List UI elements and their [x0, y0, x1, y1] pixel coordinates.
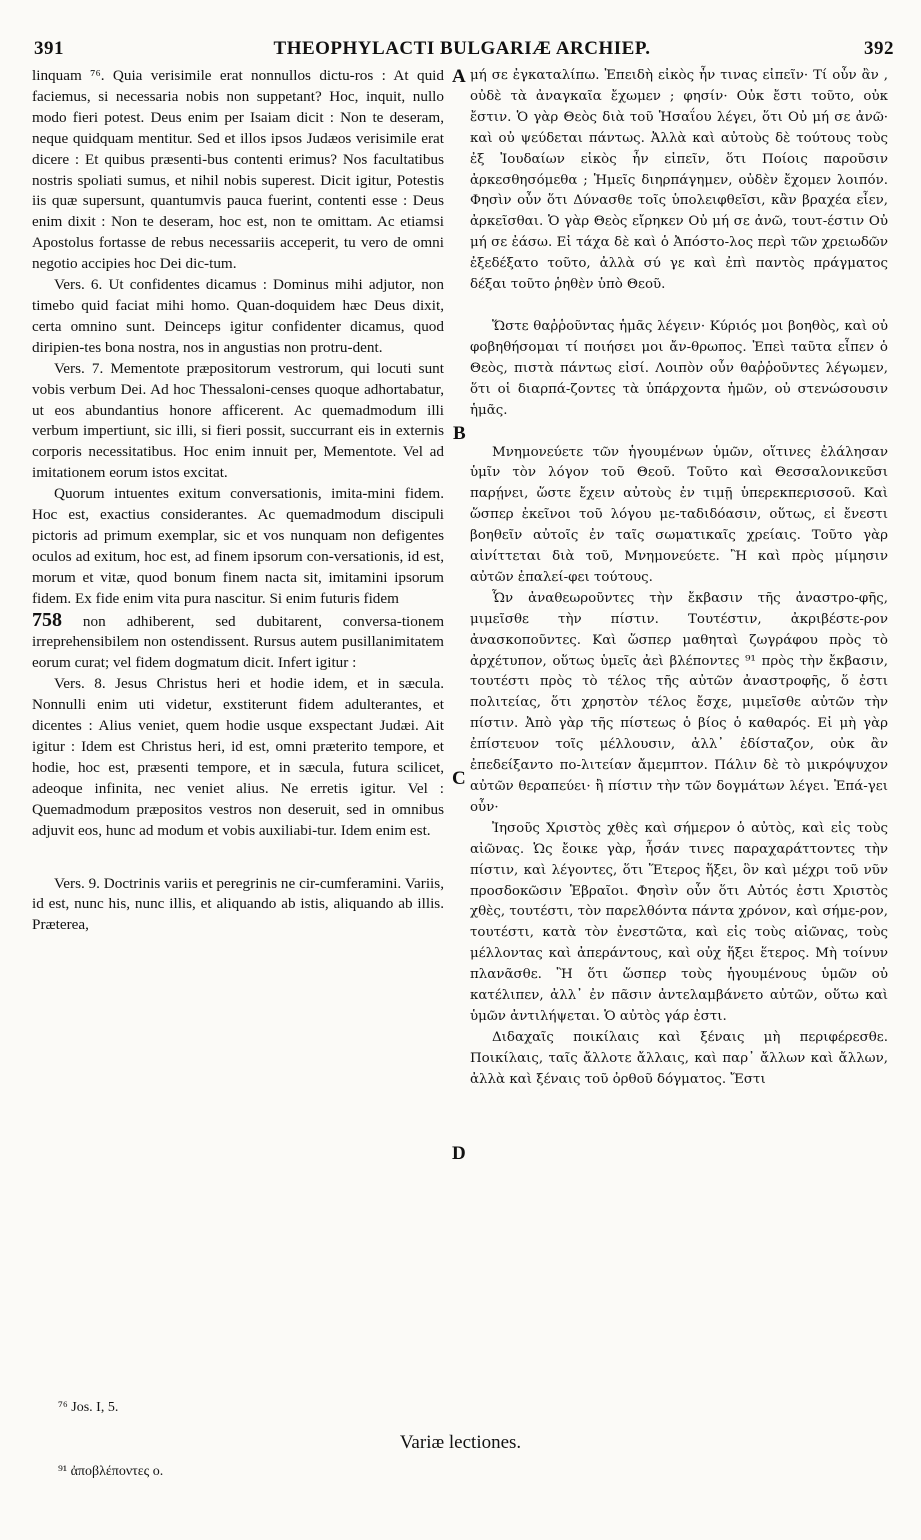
latin-paragraph: Vers. 6. Ut confidentes dicamus : Dominus mihi adjutor, non timebo quid faciat mihi homo. Quan-doquidem hæc Deus dixit, certa omnino sunt. Deinceps igitur confidenter dicamus, quod diripien-tes bona nostra, nos in angustias non protru-dent.	[32, 276, 444, 356]
latin-paragraph-cont: non adhiberent, sed dubitarent, conversa-tionem irreprehensibilem non ostendissent. Rursus autem pusillanimitatem eorum curat; vel fidem dogmatum dicit. Infert igitur :	[32, 612, 445, 672]
greek-paragraph: Διδαχαῖς ποικίλαις καὶ ξέναις μὴ περιφέρεσθε. Ποικίλαις, ταῖς ἄλλοτε ἄλλαις, καὶ παρ᾽ ἄλλων καὶ ἄλλων, ἀλλὰ καὶ ξέναις τοῦ ὀρθοῦ δόγματος. Ἔστι	[470, 1029, 888, 1087]
footnote-latin: ⁷⁶ Jos. I, 5.	[58, 1400, 119, 1415]
latin-paragraph	[32, 610, 444, 675]
greek-column	[470, 66, 888, 1091]
latin-paragraph: Quorum intuentes exitum conversationis, imita-mini fidem. Hoc est, exactius considerantes. Ac quemadmodum discipuli pictoris ad primum exemplar, sic et vos nunquam non defigentes oculos ad exitum, hoc est, ad finem ipsorum con-versationis, id est, morum et vitæ, quod bonum finem nacta sit, imitamini ipsorum fidem. Ex fide enim vita pura nascitur. Si enim futuris fidem	[32, 485, 444, 607]
latin-column	[32, 66, 444, 936]
column-number-758: 758	[32, 608, 62, 631]
page-number-right: 392	[864, 38, 894, 59]
margin-marker-b: B	[453, 423, 466, 444]
greek-paragraph: Ὥστε θαῤῥοῦντας ἡμᾶς λέγειν· Κύριός μοι βοηθὸς, καὶ οὐ φοβηθήσομαι τί ποιήσει μοι ἄν-θρωπος. Ἐπεὶ ταῦτα εἶπεν ὁ Θεὸς, πιστὰ πάντως εἰσί. Λοιπὸν οὖν θαῤῥοῦντες λέγωμεν, ὅτι οἱ διαρπά-ζοντες τὰ ὑπάρχοντα ἡμῶν, οὐ στενώσουσιν ἡμᾶς.	[470, 318, 888, 418]
greek-paragraph: Ὧν ἀναθεωροῦντες τὴν ἔκβασιν τῆς ἀναστρο-φῆς, μιμεῖσθε τὴν πίστιν. Τουτέστιν, ἀκριβέστε-ρον ἀνασκοποῦντες. Καὶ ὥσπερ μαθηταὶ ζωγράφου πρὸς τὸ ἀρχέτυπον, οὕτως ὑμεῖς ἀεὶ βλέποντες ⁹¹ πρὸς τὴν ἔκβασιν, τουτέστι πρὸς τὸ τέλος τῆς αὐτῶν ἀναστροφῆς, ὅ ἐστι πολιτείας, ὅτι χρηστὸν τέλος ἔσχε, μιμεῖσθε αὐτῶν τὴν πίστιν. Ἀπὸ γὰρ τῆς πίστεως ὁ βίος ὁ καθαρός. Εἰ μὴ γὰρ ἐπίστευον τοῖς μέλλουσιν, ἀλλ᾽ ἐδίσταζον, οὐκ ἂν ἐπεδείξαντο πο-λιτείαν ἄμεμπτον. Πάλιν δὲ τὸ μικρόψυχον αὐτῶν θεραπεύει· ἢ πίστιν τὴν τῶν δογμάτων λέγει. Ἐπά-γει οὖν·	[470, 590, 888, 815]
running-title: THEOPHYLACTI BULGARIÆ ARCHIEP.	[273, 38, 651, 59]
greek-paragraph: Μνημονεύετε τῶν ἡγουμένων ὑμῶν, οἵτινες ἐλάλησαν ὑμῖν τὸν λόγον τοῦ Θεοῦ. Τοῦτο καὶ Θεσσαλονικεῦσι παρῄνει, ὥστε ἔχειν αὐτοὺς ἐν τιμῇ ὑπερεκπερισσοῦ. Καὶ ὥσπερ ἐκεῖνοι τοῦ λόγου με-ταδιδόασιν, οὕτως, εἰ ἔνεστι βοηθεῖν αὐτοῖς ἐν ταῖς σωματικαῖς χρείαις. Τοῦτο γὰρ αἰνίττεται διὰ τοῦ, Μνημονεύετε. Ἢ καὶ πρὸς μίμησιν αὐτῶν ἐπαλεί-φει τούτους.	[470, 444, 888, 585]
variae-lectiones-heading: Variæ lectiones.	[399, 1432, 522, 1453]
margin-marker-c: C	[452, 768, 466, 789]
page-number-left: 391	[34, 38, 64, 59]
running-header	[28, 38, 896, 62]
greek-paragraph: Ἰησοῦς Χριστὸς χθὲς καὶ σήμερον ὁ αὐτὸς, καὶ εἰς τοὺς αἰῶνας. Ὡς ἔοικε γὰρ, ἦσάν τινες παραχαράττοντες τὴν πίστιν, καὶ λέγοντες, ὅτι Ἕτερος ἥξει, ὃν καὶ μέχρι τοῦ νῦν προσδοκῶσιν Ἑβραῖοι. Φησὶν οὖν ὅτι Αὐτός ἐστι Χριστὸς χθὲς, τουτέστι, τὸν παρελθόντα πάντα χρόνον, καὶ σήμε-ρον, τουτέστι, κατὰ τὸν ἐνεστῶτα, καὶ εἰς τοὺς αἰῶνας, τοὺς μέλλοντας καὶ ἀπεράντους, καὶ οὐχ ἥξει ἕτερος. Μὴ τοίνυν πλανᾶσθε. Ἢ ὅτι ὥσπερ τοὺς ἡγουμένους ὑμῶν οὐ κατέλιπεν, ἀλλ᾽ ἐν πᾶσιν ἀντελαμβάνετο αὐτῶν, οὕτω καὶ ὑμῶν ἀντιλήψεται. Ὁ αὐτὸς γάρ ἐστι.	[470, 820, 888, 1024]
footnote-greek: ⁹¹ ἀποβλέποντες ο.	[58, 1464, 164, 1479]
latin-paragraph: Vers. 9. Doctrinis variis et peregrinis ne cir-cumferamini. Variis, id est, nunc his, nunc illis, et aliquando ab istis, aliquando ab illis. Præterea,	[32, 874, 444, 934]
greek-paragraph: μή σε ἐγκαταλίπω. Ἐπειδὴ εἰκὸς ἦν τινας εἰπεῖν· Τί οὖν ἂν , οὐδὲ τὰ ἀναγκαῖα ἔχωμεν ; φησίν· Οὐκ ἔστι τοῦτο, οὐκ ἔστιν. Ὁ γὰρ Θεὸς διὰ τοῦ Ἡσαΐου λέγει, ὅτι Οὐ μή σε ἀνῶ· καὶ οὐ ψεύδεται πάντως. Ἀλλὰ καὶ αὐτοὺς δὲ τούτους τοὺς ἐξ Ἰουδαίων εἰκὸς ἦν εἰπεῖν, ὅτι Ποίοις παροῦσιν ἀρκεσθησόμεθα ; Ἡμεῖς διηρπάγημεν, οὐδὲν ἔχομεν λοιπόν. Φησὶν οὖν ὅτι Δύνασθε τοῖς ὑπολειφθεῖσι, κἂν βραχέα εἶεν, ἀρκεῖσθαι. Ὁ γὰρ Θεὸς εἴρηκεν Οὐ μή σε ἀνῶ, τουτ-έστιν Οὐ μή σε ἐάσω. Εἰ τάχα δὲ καὶ ὁ Ἀπόστο-λος περὶ τῶν χρειωδῶν ἐξεδέξατο τοῦτο, ἀλλὰ σύ γε καὶ ἐπὶ παντὸς πράγματος δέξαι τοῦτο ῥηθὲν ὑπὸ Θεοῦ.	[470, 68, 888, 293]
latin-paragraph: Vers. 8. Jesus Christus heri et hodie idem, et in sæcula. Nonnulli enim uti videtur, exstiterunt fidem adulterantes, et dicentes : Alius veniet, quem hodie usque exspectant Judæi. Ait igitur : Idem est Christus heri, id est, omni præterito tempore, et hodie, hoc est, præsenti tempore, et in sæcula, futura scilicet, adeoque infinita, nec veniet alius. Ne erretis igitur. Vel : Quemadmodum præpositos vestros non deseruit, sed in omnibus adjuvit eos, hunc ad modum et vobis auxiliabi-tur. Idem enim est.	[32, 675, 444, 839]
margin-marker-d: D	[452, 1143, 466, 1164]
latin-paragraph: Vers. 7. Mementote præpositorum vestrorum, qui locuti sunt vobis verbum Dei. Ad hoc Thessaloni-censes quoque adhortabatur, ut eos abundantius honore afficerent. Ac quemadmodum illi verbum impertiunt, sic illi, si fieri possit, succurrant eis in externis corporis necessitatibus. Hoc enim innuit per, Mementote. Vel ad imitationem eorum istos excitat.	[32, 359, 444, 482]
latin-paragraph: linquam ⁷⁶. Quia verisimile erat nonnullos dictu-ros : At quid faciemus, si necessaria nobis non suppetant? Hoc, inquit, nullo modo fieri potest. Deus enim per Isaiam dicit : Non te deseram, neque quidquam mentitur. Sed et illos ipsos Judæos verisimile erat dicere : Et quibus præsenti-bus contenti erimus? Nos facultatibus nostris spoliati sumus, et nihil nobis superest. Dicit igitur, Potestis iis quæ supersunt, quantumvis pauca fuerint, contenti esse : Deus enim dixit : Non te deseram, hoc est, non te omittam. Ac etiamsi Apostolus fortasse de rebus necessariis acceperit, tu vero de omni negotio accipies hoc Dei dic-tum.	[32, 67, 444, 273]
margin-marker-a: A	[452, 66, 466, 87]
